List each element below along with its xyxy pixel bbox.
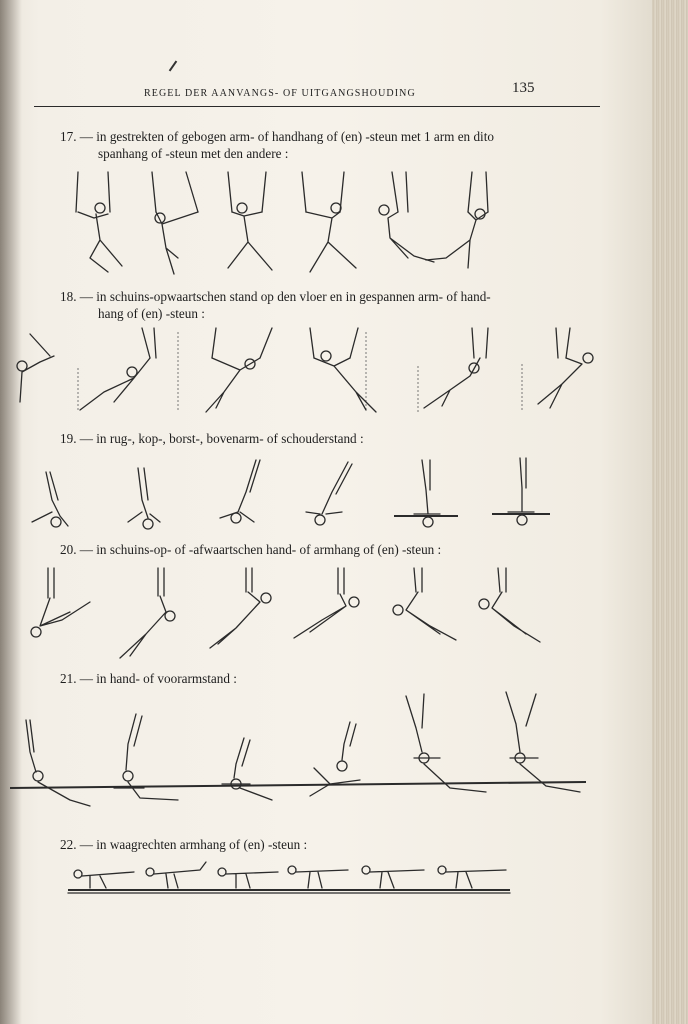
figures-17 <box>10 168 610 280</box>
page-edges <box>652 0 688 1024</box>
figure-21-5 <box>406 694 486 792</box>
section-18-number: 18. <box>60 289 77 304</box>
section-17-caption <box>60 128 494 162</box>
section-20-line1: — in schuins-op- of -afwaartschen hand- of armhang of (en) -steun : <box>79 542 442 557</box>
section-18-caption <box>60 288 491 322</box>
figure-20-3 <box>210 568 271 648</box>
section-17-line2: spanhang of -steun met den andere : <box>98 146 289 161</box>
figure-22-6 <box>438 866 506 888</box>
section-17-line1: — in gestrekten of gebogen arm- of handhang of (en) -steun met 1 arm en dito <box>79 129 494 144</box>
running-header <box>34 80 600 107</box>
figure-19-6 <box>492 458 550 525</box>
figure-22-5 <box>362 866 424 888</box>
figure-17-3 <box>228 172 272 270</box>
figure-17-2 <box>152 172 198 274</box>
figure-17-4 <box>302 172 356 272</box>
figures-22 <box>10 856 610 906</box>
figure-20-6 <box>479 568 540 642</box>
section-19-caption <box>60 430 364 447</box>
figure-21-1 <box>26 720 90 806</box>
figure-19-2 <box>128 468 160 529</box>
page-number: 135 <box>512 80 535 96</box>
figure-20-5 <box>393 568 456 640</box>
figures-18 <box>10 322 610 418</box>
figure-20-1 <box>31 568 90 637</box>
figure-21-3 <box>222 738 272 800</box>
section-22-line1: — in waagrechten armhang of (en) -steun : <box>79 837 308 852</box>
section-18-line1: — in schuins-opwaartschen stand op den vloer en in gespannen arm- of hand- <box>79 289 491 304</box>
figure-21-6 <box>506 692 580 792</box>
figures-20 <box>10 562 610 668</box>
parallel-bar-line <box>10 782 586 788</box>
figure-18-1 <box>10 334 54 410</box>
figure-22-2 <box>146 862 206 888</box>
figures-19 <box>10 452 610 534</box>
pencil-mark <box>169 61 178 72</box>
header-title: REGEL DER AANVANGS- OF UITGANGSHOUDING <box>144 88 416 99</box>
section-19-number: 19. <box>60 431 77 446</box>
figures-21 <box>10 688 610 812</box>
section-20-caption <box>60 541 441 558</box>
figure-17-6 <box>426 172 488 268</box>
figure-20-2 <box>120 568 175 658</box>
section-22-number: 22. <box>60 837 77 852</box>
figure-22-3 <box>218 868 278 888</box>
figure-18-2 <box>78 328 156 412</box>
section-21-caption <box>60 670 237 687</box>
figure-17-1 <box>76 172 122 272</box>
figure-20-4 <box>294 568 359 638</box>
figure-18-5 <box>418 328 488 412</box>
section-19-line1: — in rug-, kop-, borst-, bovenarm- of schouderstand : <box>79 431 364 446</box>
section-21-number: 21. <box>60 671 77 686</box>
figure-18-4 <box>310 328 376 412</box>
figure-19-4 <box>306 462 352 525</box>
figure-17-5 <box>379 172 434 262</box>
figure-22-1 <box>74 870 134 888</box>
figure-19-5 <box>394 460 458 527</box>
section-21-line1: — in hand- of voorarmstand : <box>79 671 237 686</box>
section-18-line2: hang of (en) -steun : <box>98 306 205 321</box>
figure-22-4 <box>288 866 348 888</box>
section-20-number: 20. <box>60 542 77 557</box>
figure-19-1 <box>32 472 68 527</box>
section-22-caption <box>60 836 307 853</box>
figure-18-3 <box>178 328 272 412</box>
section-17-number: 17. <box>60 129 77 144</box>
figure-18-6 <box>522 328 593 412</box>
figure-19-3 <box>220 460 260 523</box>
